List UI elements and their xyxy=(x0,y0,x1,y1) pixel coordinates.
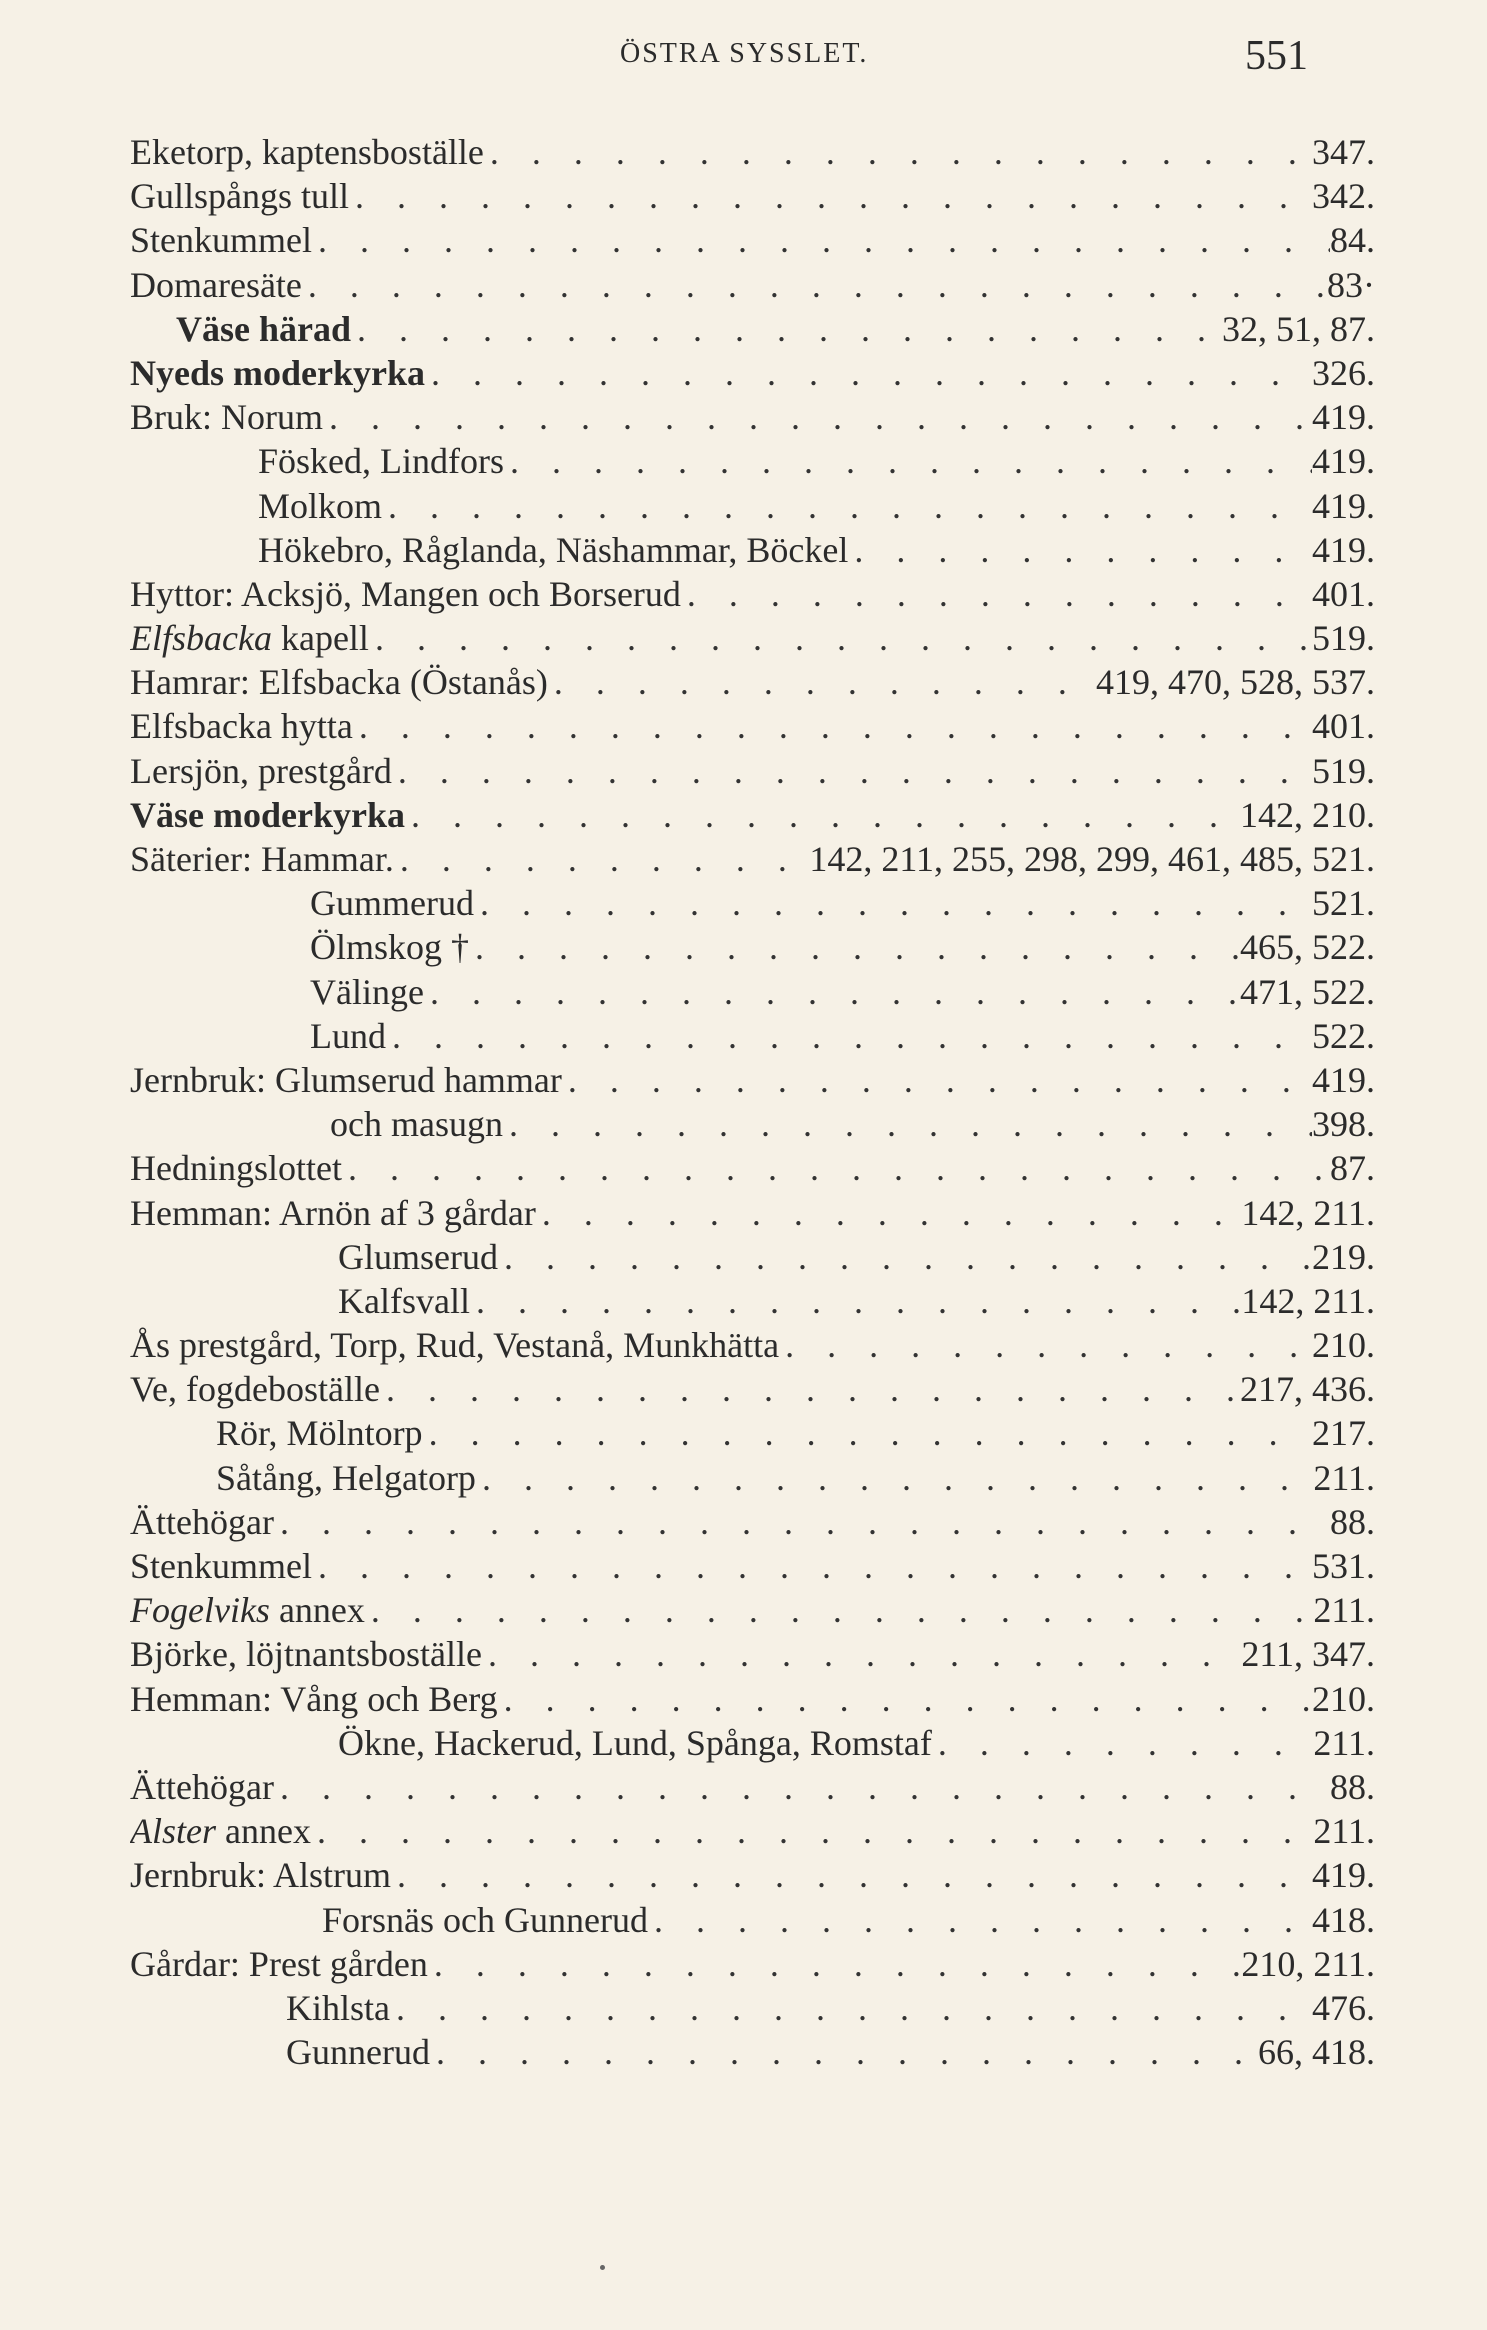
index-entry xyxy=(130,2030,1375,2074)
entry-pages: 419. xyxy=(1312,397,1375,438)
dot-leader xyxy=(484,130,1312,174)
index-entry xyxy=(130,1279,1375,1323)
entry-label xyxy=(130,616,369,660)
entry-label: Hemman: Arnön af 3 gårdar xyxy=(130,1192,536,1233)
index-entry xyxy=(130,1544,1375,1588)
entry-label-suffix: kapell xyxy=(271,618,369,659)
dot-leader xyxy=(476,1456,1313,1500)
entry-pages: 465, 522. xyxy=(1240,927,1375,968)
entry-pages: 84. xyxy=(1330,220,1375,261)
entry-pages: 87. xyxy=(1330,1148,1375,1189)
entry-label: Väse härad xyxy=(176,308,352,349)
dot-leader xyxy=(470,1279,1241,1323)
entry-label: Ås prestgård, Torp, Rud, Vestanå, Munkhätta xyxy=(130,1325,780,1366)
entry-label: Ölmskog † xyxy=(310,927,470,968)
entry-label: Stenkummel xyxy=(130,220,312,261)
dot-leader xyxy=(425,351,1312,395)
index-entry xyxy=(130,307,1375,351)
entry-label: Lund xyxy=(310,1015,386,1056)
entry-pages: 142, 211. xyxy=(1241,1280,1375,1321)
index-entry xyxy=(130,174,1375,218)
dot-leader xyxy=(392,749,1312,793)
entry-pages: 142, 210. xyxy=(1240,794,1375,835)
entry-pages: 83· xyxy=(1327,264,1375,305)
entry-pages: 142, 211. xyxy=(1241,1192,1375,1233)
entry-pages: 88. xyxy=(1330,1501,1375,1542)
entry-label: Gårdar: Prest gården xyxy=(130,1943,428,1984)
entry-label: Jernbruk: Alstrum xyxy=(130,1855,391,1896)
entry-pages: 142, 211, 255, 298, 299, 461, 485, 521. xyxy=(809,839,1375,879)
entry-pages: 519. xyxy=(1312,750,1375,791)
entry-label: Stenkummel xyxy=(130,1546,312,1586)
page-number: 551 xyxy=(1245,33,1308,79)
dot-leader xyxy=(312,218,1330,262)
entry-pages: 522. xyxy=(1312,1015,1375,1056)
index-entry xyxy=(130,970,1375,1014)
dot-leader xyxy=(648,1898,1312,1942)
index-entry xyxy=(130,1146,1375,1190)
entry-pages: 401. xyxy=(1312,573,1375,614)
entry-label: Hamrar: Elfsbacka (Östanås) xyxy=(130,662,548,703)
entry-label: Glumserud xyxy=(338,1236,498,1277)
print-speck xyxy=(600,2265,605,2270)
index-entry xyxy=(130,1456,1375,1500)
entry-label: Såtång, Helgatorp xyxy=(216,1457,476,1498)
entry-pages: 419. xyxy=(1312,1059,1375,1100)
index-entry xyxy=(130,572,1375,616)
entry-pages: 211. xyxy=(1313,1722,1375,1763)
entry-label-italic: Elfsbacka xyxy=(130,618,272,659)
entry-label: Hökebro, Råglanda, Näshammar, Böckel xyxy=(258,529,849,570)
entry-label: Välinge xyxy=(310,971,424,1012)
entry-pages: 88. xyxy=(1330,1766,1375,1807)
entry-label: Gummerud xyxy=(310,883,474,924)
entry-pages: 398. xyxy=(1312,1104,1375,1145)
entry-label-italic: Fogelviks xyxy=(130,1590,270,1631)
section-title: ÖSTRA SYSSLET. xyxy=(620,38,869,69)
dot-leader xyxy=(365,1588,1313,1632)
index-entry xyxy=(130,1721,1375,1765)
index-entry xyxy=(130,1765,1375,1809)
entry-label-italic: Alster xyxy=(130,1811,216,1852)
index-entry xyxy=(130,1058,1375,1102)
index-entry xyxy=(130,616,1375,660)
entry-label xyxy=(130,1588,365,1632)
index-entry xyxy=(130,837,1375,881)
dot-leader xyxy=(469,925,1240,969)
dot-leader xyxy=(342,1146,1330,1190)
index-entry xyxy=(130,1014,1375,1058)
index-entry xyxy=(130,1942,1375,1986)
index-entry xyxy=(130,881,1375,925)
entry-pages: 419. xyxy=(1312,1855,1375,1896)
entry-pages: 32, 51, 87. xyxy=(1222,308,1375,349)
index-entry xyxy=(130,130,1375,174)
entry-pages: 211. xyxy=(1313,1457,1375,1498)
index-entry xyxy=(130,351,1375,395)
index-entry xyxy=(130,704,1375,748)
dot-leader xyxy=(932,1721,1313,1765)
entry-label: och masugn xyxy=(330,1104,503,1145)
entry-pages: 211. xyxy=(1313,1590,1375,1631)
dot-leader xyxy=(536,1191,1241,1235)
index-entry xyxy=(130,439,1375,483)
page-header xyxy=(0,30,1487,80)
index-entry xyxy=(130,1809,1375,1853)
entry-label-suffix: annex xyxy=(269,1590,365,1631)
entry-pages: 66, 418. xyxy=(1258,2032,1375,2073)
dot-leader xyxy=(498,1235,1312,1279)
entry-label: Molkom xyxy=(258,485,383,526)
entry-label: Hemman: Vång och Berg xyxy=(130,1678,498,1719)
dot-leader xyxy=(386,1014,1312,1058)
entry-label xyxy=(130,1809,311,1853)
index-entry xyxy=(130,484,1375,528)
entry-pages: 419. xyxy=(1312,441,1375,482)
dot-leader xyxy=(482,1632,1241,1676)
entry-label: Ättehögar xyxy=(130,1501,274,1542)
dot-leader xyxy=(405,793,1240,837)
entry-pages: 211, 347. xyxy=(1241,1634,1375,1675)
dot-leader xyxy=(390,1986,1312,2030)
entry-pages: 210. xyxy=(1312,1325,1375,1366)
entry-pages: 419, 470, 528, 537. xyxy=(1096,662,1375,703)
dot-leader xyxy=(779,1323,1312,1367)
dot-leader xyxy=(562,1058,1312,1102)
index-entry xyxy=(130,528,1375,572)
index-entry xyxy=(130,1367,1375,1411)
dot-leader xyxy=(428,1942,1241,1986)
dot-leader xyxy=(394,837,809,881)
index-entry xyxy=(130,793,1375,837)
entry-label: Domaresäte xyxy=(130,264,302,305)
entry-label: Kalfsvall xyxy=(338,1280,470,1321)
dot-leader xyxy=(302,263,1327,307)
entry-pages: 471, 522. xyxy=(1240,971,1375,1012)
entry-pages: 326. xyxy=(1312,352,1375,393)
entry-label: Kihlsta xyxy=(286,1987,390,2028)
entry-label: Hedningslottet xyxy=(130,1148,342,1189)
dot-leader xyxy=(369,616,1312,660)
index-entry xyxy=(130,1191,1375,1235)
dot-leader xyxy=(311,1809,1313,1853)
index-entry xyxy=(130,218,1375,262)
entry-pages: 418. xyxy=(1312,1899,1375,1940)
index-entry xyxy=(130,1588,1375,1632)
index-entry xyxy=(130,1853,1375,1897)
entry-label: Gunnerud xyxy=(286,2032,430,2073)
entry-label: Fösked, Lindfors xyxy=(258,441,504,482)
entry-label: Forsnäs och Gunnerud xyxy=(322,1899,648,1940)
index-list xyxy=(130,130,1375,2074)
dot-leader xyxy=(548,660,1096,704)
entry-label: Bruk: Norum xyxy=(130,397,323,438)
entry-label: Väse moderkyrka xyxy=(130,794,405,835)
entry-label: Ökne, Hackerud, Lund, Spånga, Romstaf xyxy=(338,1722,932,1763)
entry-pages: 347. xyxy=(1312,132,1375,172)
entry-label: Nyeds moderkyrka xyxy=(130,352,425,393)
entry-pages: 210, 211. xyxy=(1241,1943,1375,1984)
entry-label: Gullspångs tull xyxy=(130,176,350,217)
entry-pages: 419. xyxy=(1312,529,1375,570)
entry-pages: 521. xyxy=(1312,883,1375,924)
entry-label: Eketorp, kaptensboställe xyxy=(130,132,484,172)
index-entry xyxy=(130,1102,1375,1146)
entry-label-suffix: annex xyxy=(216,1811,311,1852)
index-entry xyxy=(130,1677,1375,1721)
entry-label: Jernbruk: Glumserud hammar xyxy=(130,1059,562,1100)
entry-pages: 210. xyxy=(1312,1678,1375,1719)
entry-label: Elfsbacka hytta xyxy=(130,706,353,747)
entry-label: Rör, Mölntorp xyxy=(216,1413,423,1454)
dot-leader xyxy=(504,439,1312,483)
index-entry xyxy=(130,1235,1375,1279)
entry-pages: 531. xyxy=(1312,1546,1375,1586)
entry-pages: 217, 436. xyxy=(1240,1369,1375,1410)
entry-pages: 211. xyxy=(1313,1811,1375,1852)
dot-leader xyxy=(312,1544,1312,1588)
dot-leader xyxy=(274,1500,1330,1544)
dot-leader xyxy=(423,1411,1312,1455)
dot-leader xyxy=(380,1367,1240,1411)
entry-pages: 219. xyxy=(1312,1236,1375,1277)
index-entry xyxy=(130,1500,1375,1544)
entry-label: Hyttor: Acksjö, Mangen och Borserud xyxy=(130,573,681,614)
dot-leader xyxy=(351,307,1222,351)
entry-pages: 476. xyxy=(1312,1987,1375,2028)
dot-leader xyxy=(323,395,1312,439)
dot-leader xyxy=(353,704,1312,748)
index-entry xyxy=(130,749,1375,793)
index-entry xyxy=(130,660,1375,704)
dot-leader xyxy=(274,1765,1330,1809)
index-entry xyxy=(130,1411,1375,1455)
entry-pages: 519. xyxy=(1312,618,1375,659)
index-entry xyxy=(130,1898,1375,1942)
dot-leader xyxy=(474,881,1312,925)
entry-label: Björke, löjtnantsboställe xyxy=(130,1634,482,1675)
dot-leader xyxy=(848,528,1312,572)
entry-label: Lersjön, prestgård xyxy=(130,750,392,791)
dot-leader xyxy=(391,1853,1312,1897)
dot-leader xyxy=(424,970,1240,1014)
entry-label: Säterier: Hammar. xyxy=(130,839,394,879)
entry-label: Ättehögar xyxy=(130,1766,274,1807)
entry-pages: 401. xyxy=(1312,706,1375,747)
index-entry xyxy=(130,395,1375,439)
dot-leader xyxy=(503,1102,1312,1146)
dot-leader xyxy=(349,174,1312,218)
index-entry xyxy=(130,1323,1375,1367)
entry-pages: 217. xyxy=(1312,1413,1375,1454)
index-entry xyxy=(130,925,1375,969)
dot-leader xyxy=(498,1677,1312,1721)
dot-leader xyxy=(681,572,1312,616)
index-entry xyxy=(130,263,1375,307)
entry-pages: 419. xyxy=(1312,485,1375,526)
entry-label: Ve, fogdeboställe xyxy=(130,1369,380,1410)
dot-leader xyxy=(430,2030,1258,2074)
index-entry xyxy=(130,1632,1375,1676)
dot-leader xyxy=(382,484,1312,528)
index-entry xyxy=(130,1986,1375,2030)
entry-pages: 342. xyxy=(1312,176,1375,217)
